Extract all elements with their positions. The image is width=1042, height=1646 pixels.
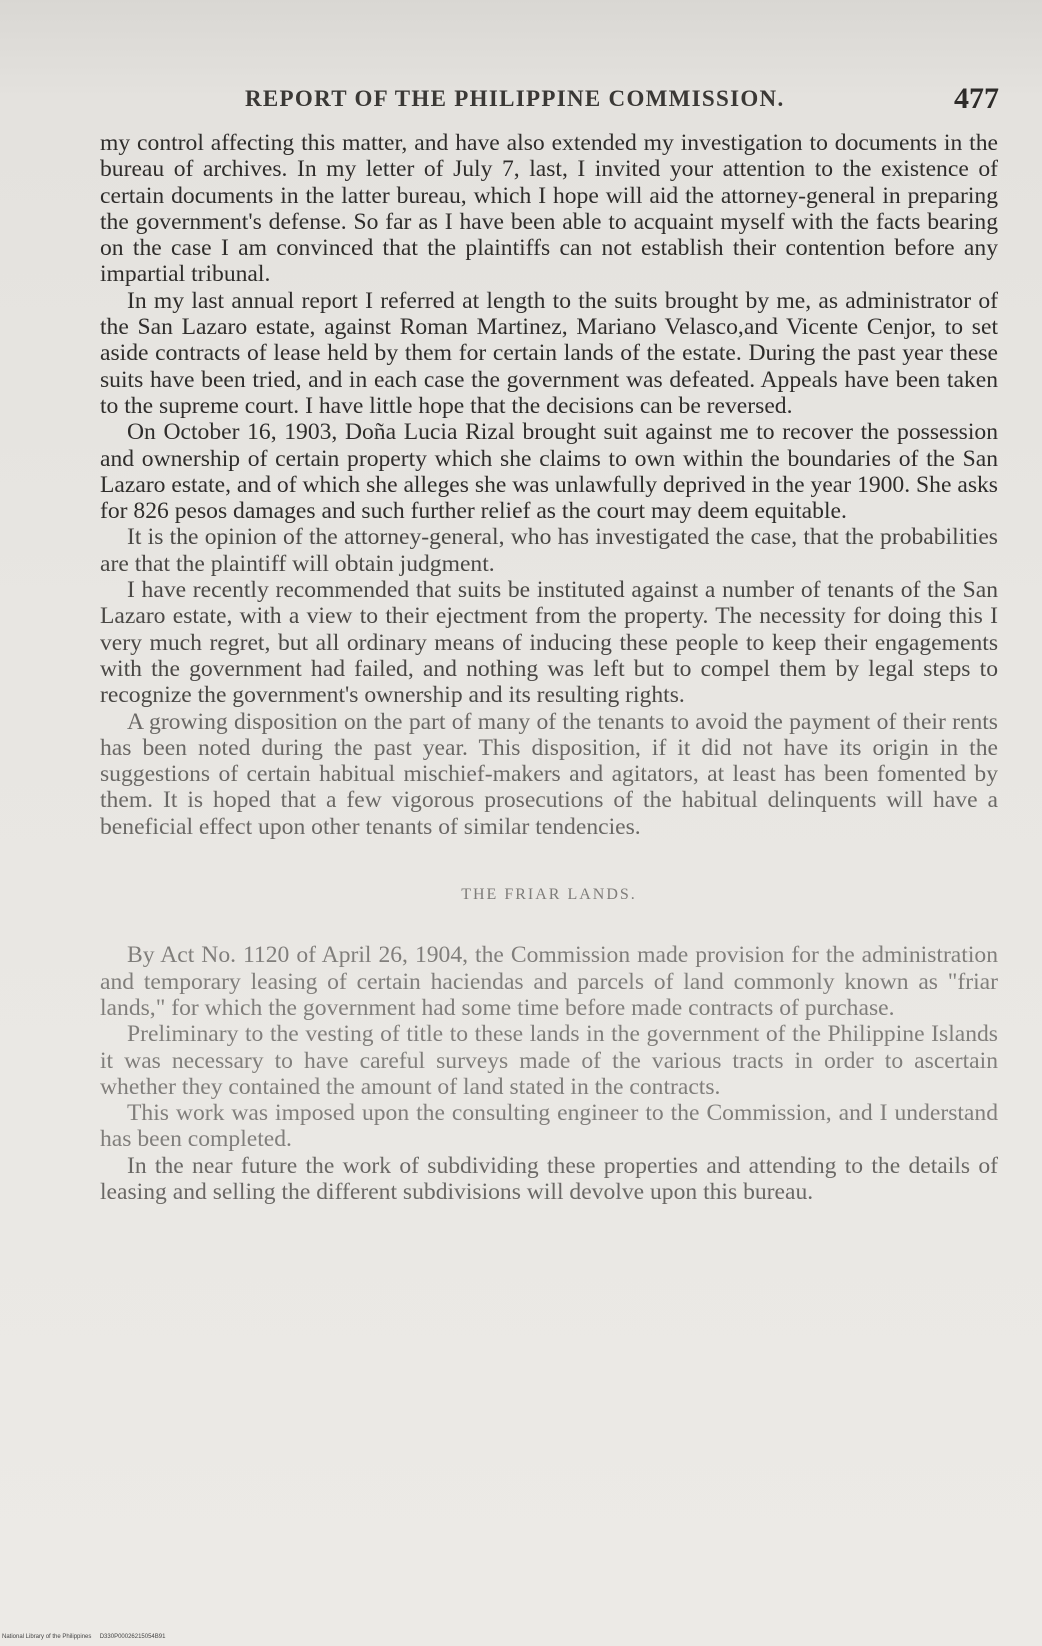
paragraph: In my last annual report I referred at length to the suits brought by me, as administrator of the San Lazaro estate, against Roman Martinez, Mariano Velasco,and Vicente Cenjor, to set aside contracts of lease held by them for certain lands of the estate. During the past year these suits have been tried, and in each case the government was defeated. Appeals have been taken to the supreme court. I have little hope that the decisions can be reversed. (100, 287, 998, 419)
paragraph: It is the opinion of the attorney-general, who has investigated the case, that the probabilities are that the plaintiff will obtain judgment. (100, 524, 998, 577)
paragraph: A growing disposition on the part of many of the tenants to avoid the payment of their rents has been noted during the past year. This disposition, if it did not have its origin in the suggestions of certain habitual mischief-makers and agitators, at least has been fomented by them. It is hoped that a few vigorous prosecutions of the habitual delinquents will have a beneficial effect upon other tenants of similar tendencies. (100, 708, 998, 840)
page-number: 477 (954, 82, 999, 115)
page-header (245, 82, 1005, 122)
page-body (100, 130, 998, 1205)
running-head: REPORT OF THE PHILIPPINE COMMISSION. (245, 86, 785, 111)
scan-credit: National Library of the Philippines D330P00026215054B91 (2, 1634, 166, 1640)
paragraph: my control affecting this matter, and have also extended my investigation to documents in the bureau of archives. In my letter of July 7, last, I invited your attention to the existence of certain documents in the latter bureau, which I hope will aid the attorney-general in preparing the government's defense. So far as I have been able to acquaint myself with the facts bearing on the case I am convinced that the plaintiffs can not establish their contention before any impartial tribunal. (100, 130, 998, 288)
section-paragraph: Preliminary to the vesting of title to these lands in the government of the Philippine Islands it was necessary to have careful surveys made of the various tracts in order to ascertain whether they contained the amount of land stated in the contracts. (100, 1021, 998, 1100)
section-paragraph: This work was imposed upon the consulting engineer to the Commission, and I understand has been completed. (100, 1100, 998, 1153)
paragraph: I have recently recommended that suits be instituted against a number of tenants of the San Lazaro estate, with a view to their ejectment from the property. The necessity for doing this I very much regret, but all ordinary means of inducing these people to keep their engagements with the government had failed, and nothing was left but to compel them by legal steps to recognize the government's ownership and its resulting rights. (100, 577, 998, 709)
paragraph: On October 16, 1903, Doña Lucia Rizal brought suit against me to recover the possession and ownership of certain property which she claims to own within the boundaries of the San Lazaro estate, and of which she alleges she was unlawfully deprived in the year 1900. She asks for 826 pesos damages and such further relief as the court may deem equitable. (100, 419, 998, 525)
section-paragraph: By Act No. 1120 of April 26, 1904, the Commission made provision for the administration and temporary leasing of certain haciendas and parcels of land commonly known as "friar lands," for which the government had some time before made contracts of purchase. (100, 942, 998, 1021)
section-heading: THE FRIAR LANDS. (461, 886, 637, 904)
section-paragraph: In the near future the work of subdividing these properties and attending to the details of leasing and selling the different subdivisions will devolve upon this bureau. (100, 1152, 998, 1205)
